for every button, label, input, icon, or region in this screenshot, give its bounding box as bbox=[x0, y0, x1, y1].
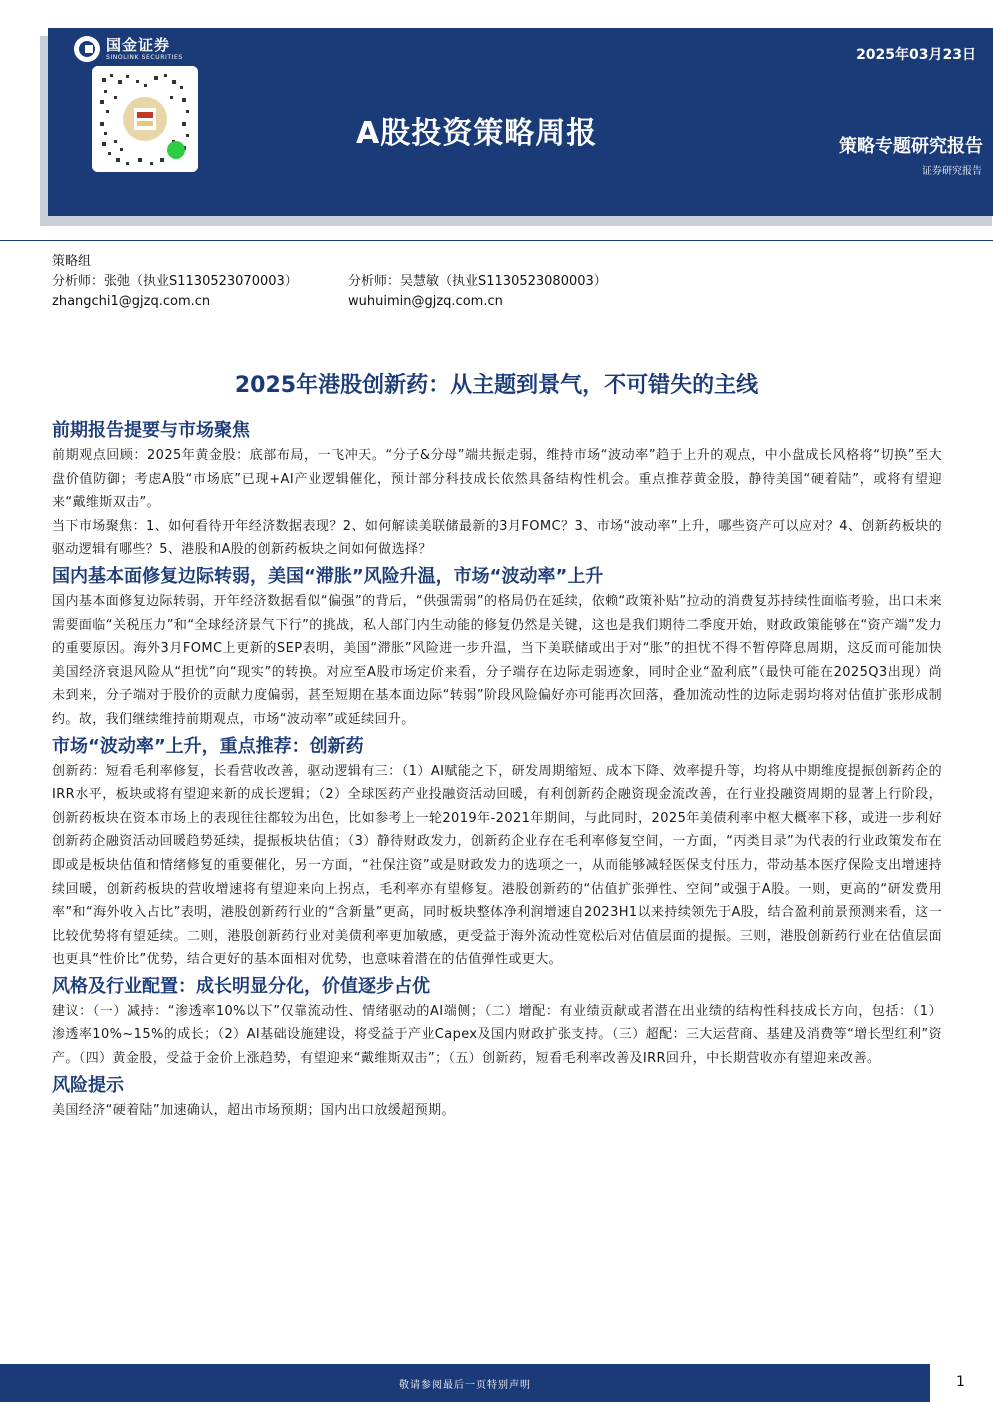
qr-code[interactable] bbox=[92, 66, 198, 172]
section-heading: 前期报告提要与市场聚焦 bbox=[52, 420, 250, 441]
paragraph: 创新药：短看毛利率修复，长看营收改善，驱动逻辑有三：（1）AI赋能之下，研发周期缩短、成本下降、效率提升等，均将从中期维度提振创新药企的IRR水平，板块或将有望迎来新的成长逻辑；（2）全球医药产业投融资活动回暖，有利创新药企融资现金流改善，在行业投融资周期的显著上行阶段，创新药板块在资本市场上的表现往往都较为出色，比如参考上一轮2019年-2021年期间，与此同时，2025年美债利率中枢大概率下移，或进一步利好创新药企融资活动回暖趋势延续，提振板块估值；（3）静待财政发力，创新药企业存在毛利率修复空间，一方面，“丙类目录”为代表的行业政策发布在即或是板块估值和情绪修复的重要催化，另一方面，“社保注资”或是财政发力的选项之一，从而能够减轻医保支付压力，带动基本医疗保险支出增速持续回暖，创新药板块的营收增速将有望迎来向上拐点，毛利率亦有望修复。港股创新药的“估值扩张弹性、空间”或强于A股。一则，更高的“研发费用率”和“海外收入占比”表明，港股创新药行业的“含新量”更高，同时板块整体净利润增速自2023H1以来持续领先于A股，结合盈利前景预测来看，这一比较优势将有望延续。二则，港股创新药行业对美债利率更加敏感，更受益于海外流动性宽松后对估值层面的提振。三则，港股创新药行业在估值层面也更具“性价比”优势，结合更好的基本面相对优势，也意味着潜在的估值弹性或更大。 bbox=[52, 763, 942, 968]
section-fundamentals bbox=[52, 564, 942, 732]
analyst-1-email[interactable]: zhangchi1@gjzq.com.cn bbox=[52, 294, 211, 309]
section-heading: 风险提示 bbox=[52, 1074, 124, 1096]
paragraph: 建议：（一）减持：“渗透率10%以下”仅靠流动性、情绪驱动的AI端侧；（二）增配：有业绩贡献或者潜在出业绩的结构性科技成长方向，包括：（1）渗透率10%~15%的成长；（2）AI基础设施建设，将受益于产业Capex及国内财政扩张支持。（三）超配：三大运营商、基建及消费等“增长型红利”资产。（四）黄金股，受益于金价上涨趋势，有望迎来“戴维斯双击”；（五）创新药，短看毛利率改善及IRR回升，中长期营收亦有望迎来改善。 bbox=[52, 1003, 942, 1067]
logo-cn-text: 国金证券 bbox=[106, 35, 171, 54]
paragraph: 美国经济“硬着陆”加速确认，超出市场预期；国内出口放缓超预期。 bbox=[52, 1102, 455, 1118]
analyst-block bbox=[52, 252, 607, 312]
section-heading: 国内基本面修复边际转弱，美国“滞胀”风险升温，市场“波动率”上升 bbox=[52, 565, 604, 587]
main-title: 2025年港股创新药：从主题到景气，不可错失的主线 bbox=[234, 373, 759, 398]
company-logo bbox=[74, 36, 183, 62]
report-title: A股投资策略周报 bbox=[356, 116, 598, 151]
header-divider bbox=[0, 240, 993, 241]
section-innovative-drugs bbox=[52, 734, 942, 972]
analyst-group: 策略组 bbox=[52, 254, 92, 269]
section-style-allocation bbox=[52, 974, 942, 1071]
footer-disclaimer: 敬请参阅最后一页特别声明 bbox=[399, 1380, 531, 1391]
paragraph: 当下市场聚焦：1、如何看待开年经济数据表现？2、如何解读美联储最新的3月FOMC？3、市场“波动率”上升，哪些资产可以应对？4、创新药板块的驱动逻辑有哪些？5、港股和A股的创新药板块之间如何做选择？ bbox=[52, 518, 942, 558]
report-body bbox=[52, 416, 942, 1122]
report-subtype: 证券研究报告 bbox=[922, 166, 982, 177]
section-heading: 风格及行业配置：成长明显分化，价值逐步占优 bbox=[52, 975, 430, 997]
section-risk bbox=[52, 1073, 942, 1123]
page-number: 1 bbox=[956, 1374, 965, 1390]
analyst-1: 分析师：张弛（执业S1130523070003） bbox=[52, 274, 298, 289]
analyst-2-email[interactable]: wuhuimin@gjzq.com.cn bbox=[348, 294, 503, 309]
paragraph: 前期观点回顾：2025年黄金股：底部布局，一飞冲天。“分子&分母”端共振走弱，维持市场“波动率”趋于上升的观点，中小盘成长风格将“切换”至大盘价值防御；考虑A股“市场底”已现+AI产业逻辑催化，预计部分科技成长依然具备结构性机会。重点推荐黄金股，静待美国“硬着陆”，或将有望迎来“戴维斯双击”。 bbox=[52, 448, 942, 511]
logo-en-text: SINOLINK SECURITIES bbox=[106, 53, 183, 61]
report-date: 2025年03月23日 bbox=[856, 47, 976, 63]
logo-mark-icon bbox=[74, 36, 100, 62]
report-type: 策略专题研究报告 bbox=[839, 136, 983, 157]
analyst-2: 分析师：吴慧敏（执业S1130523080003） bbox=[348, 274, 607, 289]
section-previous-summary bbox=[52, 418, 942, 562]
section-heading: 市场“波动率”上升，重点推荐：创新药 bbox=[52, 735, 364, 757]
paragraph: 国内基本面修复边际转弱，开年经济数据看似“偏强”的背后，“供强需弱”的格局仍在延续，依赖“政策补贴”拉动的消费复苏持续性面临考验，出口未来需要面临“关税压力”和“全球经济景气下行”的挑战，私人部门内生动能的修复仍然是关键，这也是我们期待二季度开始，财政政策能够在“资产端”发力的重要原因。海外3月FOMC上更新的SEP表明，美国“滞胀”风险进一步升温，当下美联储或出于对“胀”的担忧不得不暂停降息周期，这反而可能加快美国经济衰退风险从“担忧”向“现实”的转换。对应至A股市场定价来看，分子端存在边际走弱迹象，同时企业“盈利底”（最快可能在2025Q3出现）尚未到来，分子端对于股价的贡献力度偏弱，甚至短期在基本面边际“转弱”阶段风险偏好亦可能再次回落，叠加流动性的边际走弱均将对估值扩张形成制约。故，我们继续维持前期观点，市场“波动率”或延续回升。 bbox=[52, 593, 942, 727]
qr-code-icon bbox=[92, 66, 198, 172]
